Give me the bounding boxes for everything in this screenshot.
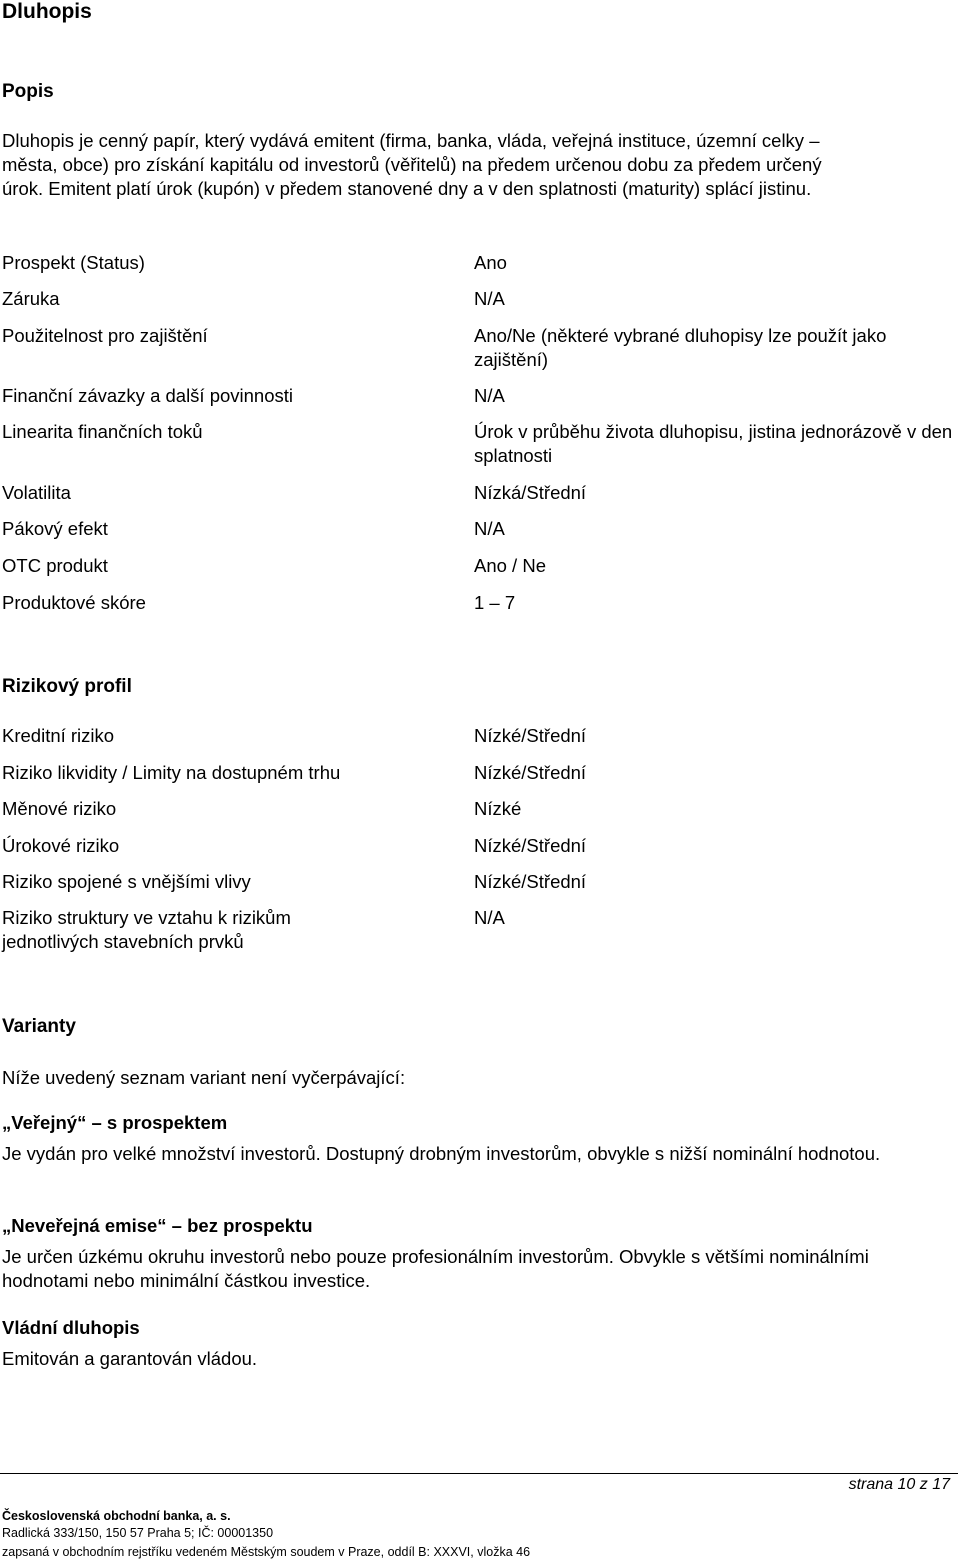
attr-value: N/A — [474, 288, 505, 309]
attr-label: Použitelnost pro zajištění — [2, 325, 208, 346]
variant-text: Je určen úzkému okruhu investorů nebo pouze profesionálním investorům. Obvykle s většími nominálními hodnotami nebo minimální částkou investice. — [2, 1246, 869, 1291]
risk-value: Nízké/Střední — [474, 725, 587, 746]
page-number: strana 10 z 17 — [848, 1476, 950, 1493]
popis-line: Dluhopis je cenný papír, který vydává emitent (firma, banka, vláda, veřejná instituce, územní celky – — [2, 130, 820, 151]
document-title: Dluhopis — [2, 0, 92, 23]
attr-value: Ano / Ne — [474, 555, 546, 576]
risk-label: Riziko likvidity / Limity na dostupném trhu — [2, 762, 341, 783]
popis-line: úrok. Emitent platí úrok (kupón) v předem stanovené dny a v den splatnosti (maturity) splácí jistinu. — [2, 178, 812, 199]
attr-value: N/A — [474, 518, 505, 539]
attr-label: Linearita finančních toků — [2, 421, 203, 442]
risk-heading: Rizikový profil — [2, 676, 132, 697]
footer-divider — [0, 1473, 958, 1474]
footer-company: Československá obchodní banka, a. s. — [2, 1509, 231, 1523]
risk-value: Nízké — [474, 798, 522, 819]
risk-value: Nízké/Střední — [474, 871, 587, 892]
risk-label: Riziko spojené s vnějšími vlivy — [2, 871, 251, 892]
attr-label: Volatilita — [2, 482, 71, 503]
popis-text — [2, 129, 942, 201]
attr-label: OTC produkt — [2, 555, 108, 576]
attr-value: N/A — [474, 385, 505, 406]
attr-value: Ano — [474, 252, 507, 273]
risk-value: Nízké/Střední — [474, 835, 587, 856]
attr-label: Finanční závazky a další povinnosti — [2, 385, 294, 406]
variant-title: „Neveřejná emise“ – bez prospektu — [2, 1215, 313, 1236]
attr-label: Prospekt (Status) — [2, 252, 145, 273]
attr-value: 1 – 7 — [474, 592, 516, 613]
risk-label: Úrokové riziko — [2, 835, 120, 856]
attr-label: Produktové skóre — [2, 592, 146, 613]
risk-label: Kreditní riziko — [2, 725, 115, 746]
footer-address: Radlická 333/150, 150 57 Praha 5; IČ: 00001350 — [2, 1526, 274, 1540]
variant-title: „Veřejný“ – s prospektem — [2, 1112, 228, 1133]
risk-label: Měnové riziko — [2, 798, 117, 819]
attr-value: Nízká/Střední — [474, 482, 587, 503]
risk-value: N/A — [474, 907, 505, 928]
variant-text: Je vydán pro velké množství investorů. Dostupný drobným investorům, obvykle s nižší nominální hodnotou. — [2, 1143, 881, 1164]
attr-value: Ano/Ne (některé vybrané dluhopisy lze použít jako zajištění) — [474, 325, 887, 370]
variant-title: Vládní dluhopis — [2, 1317, 140, 1338]
popis-line: města, obce) pro získání kapitálu od investorů (věřitelů) na předem určenou dobu za předem určený — [2, 154, 822, 175]
attr-value: Úrok v průběhu života dluhopisu, jistina jednorázově v den splatnosti — [474, 421, 953, 466]
risk-value: Nízké/Střední — [474, 762, 587, 783]
attr-label: Pákový efekt — [2, 518, 108, 539]
variant-text: Emitován a garantován vládou. — [2, 1348, 258, 1369]
popis-heading: Popis — [2, 81, 54, 102]
variants-heading: Varianty — [2, 1016, 76, 1037]
variants-intro: Níže uvedený seznam variant není vyčerpávající: — [2, 1067, 406, 1088]
attr-label: Záruka — [2, 288, 60, 309]
footer-registry: zapsaná v obchodním rejstříku vedeném Městským soudem v Praze, oddíl B: XXXVI, vložka 46 — [2, 1545, 531, 1559]
risk-label: Riziko struktury ve vztahu k rizikům jednotlivých stavebních prvků — [2, 907, 291, 952]
